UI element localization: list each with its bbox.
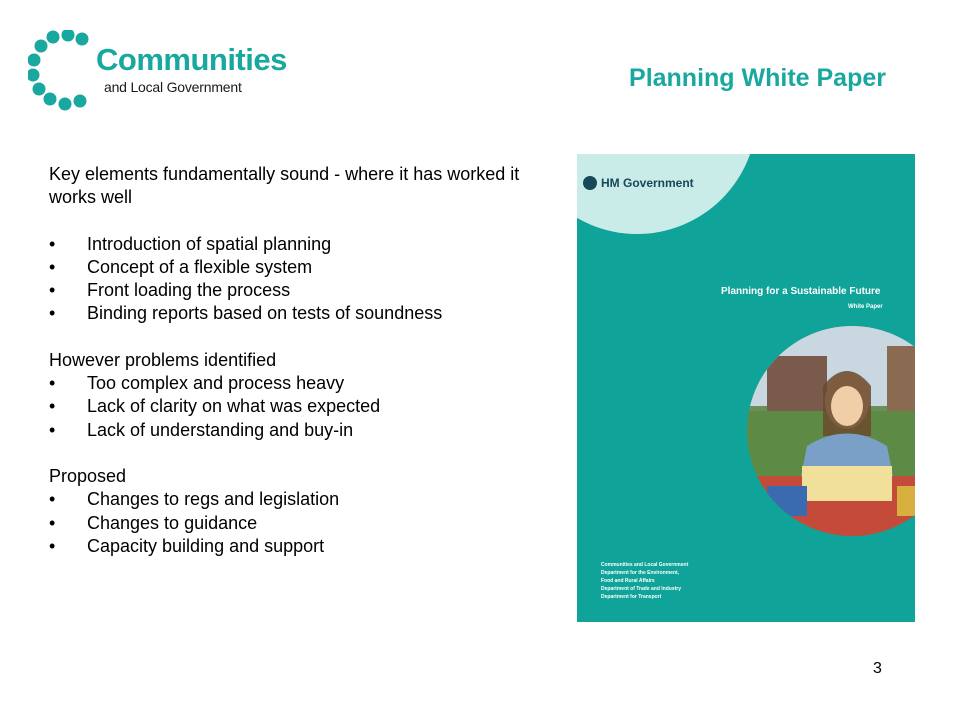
slide-body [49,163,549,558]
bullet-icon: • [49,535,56,556]
bullet-icon: • [49,303,56,324]
list-item: • Binding reports based on tests of soundness [49,302,549,325]
list-item: • Changes to regs and legislation [49,488,549,511]
problems-heading: However problems identified [49,349,277,370]
white-paper-cover-image [577,154,915,622]
proposed-list [49,488,549,558]
list-item: • Changes to guidance [49,512,549,535]
bullet-icon: • [49,233,56,254]
list-item: • Capacity building and support [49,535,549,558]
crest-icon [583,176,597,190]
list-item: • Lack of clarity on what was expected [49,395,549,418]
intro-text: Key elements fundamentally sound - where it has worked it works well [49,164,520,208]
logo-wordmark: Communities [96,42,287,77]
bullet-icon: • [49,512,56,533]
list-item: • Too complex and process heavy [49,372,549,395]
bullet-icon: • [49,419,56,440]
proposed-heading: Proposed [49,465,127,486]
cover-title: Planning for a Sustainable Future [721,286,881,297]
logo-subtext: and Local Government [104,79,242,95]
cover-circle-decoration [577,154,757,234]
bullet-icon: • [49,396,56,417]
sound-elements-list [49,233,549,326]
cover-photo-child [747,326,915,536]
child-photo-icon [747,326,915,536]
bullet-icon: • [49,280,56,301]
cover-publisher: HM Government [601,176,694,190]
problems-list [49,372,549,442]
bullet-icon: • [49,256,56,277]
communities-logo [28,30,287,112]
cover-departments: Communities and Local Government Department for the Environment, Food and Rural Affairs Department of Trade and Industry Department for Transport [601,562,689,600]
slide-title: Planning White Paper [629,64,886,92]
list-item: • Lack of understanding and buy-in [49,419,549,442]
cover-subtitle: White Paper [848,304,883,310]
page-number: 3 [873,660,882,677]
dots-ring-icon [28,30,98,112]
list-item: • Introduction of spatial planning [49,233,549,256]
list-item: • Front loading the process [49,279,549,302]
bullet-icon: • [49,373,56,394]
bullet-icon: • [49,489,56,510]
list-item: • Concept of a flexible system [49,256,549,279]
